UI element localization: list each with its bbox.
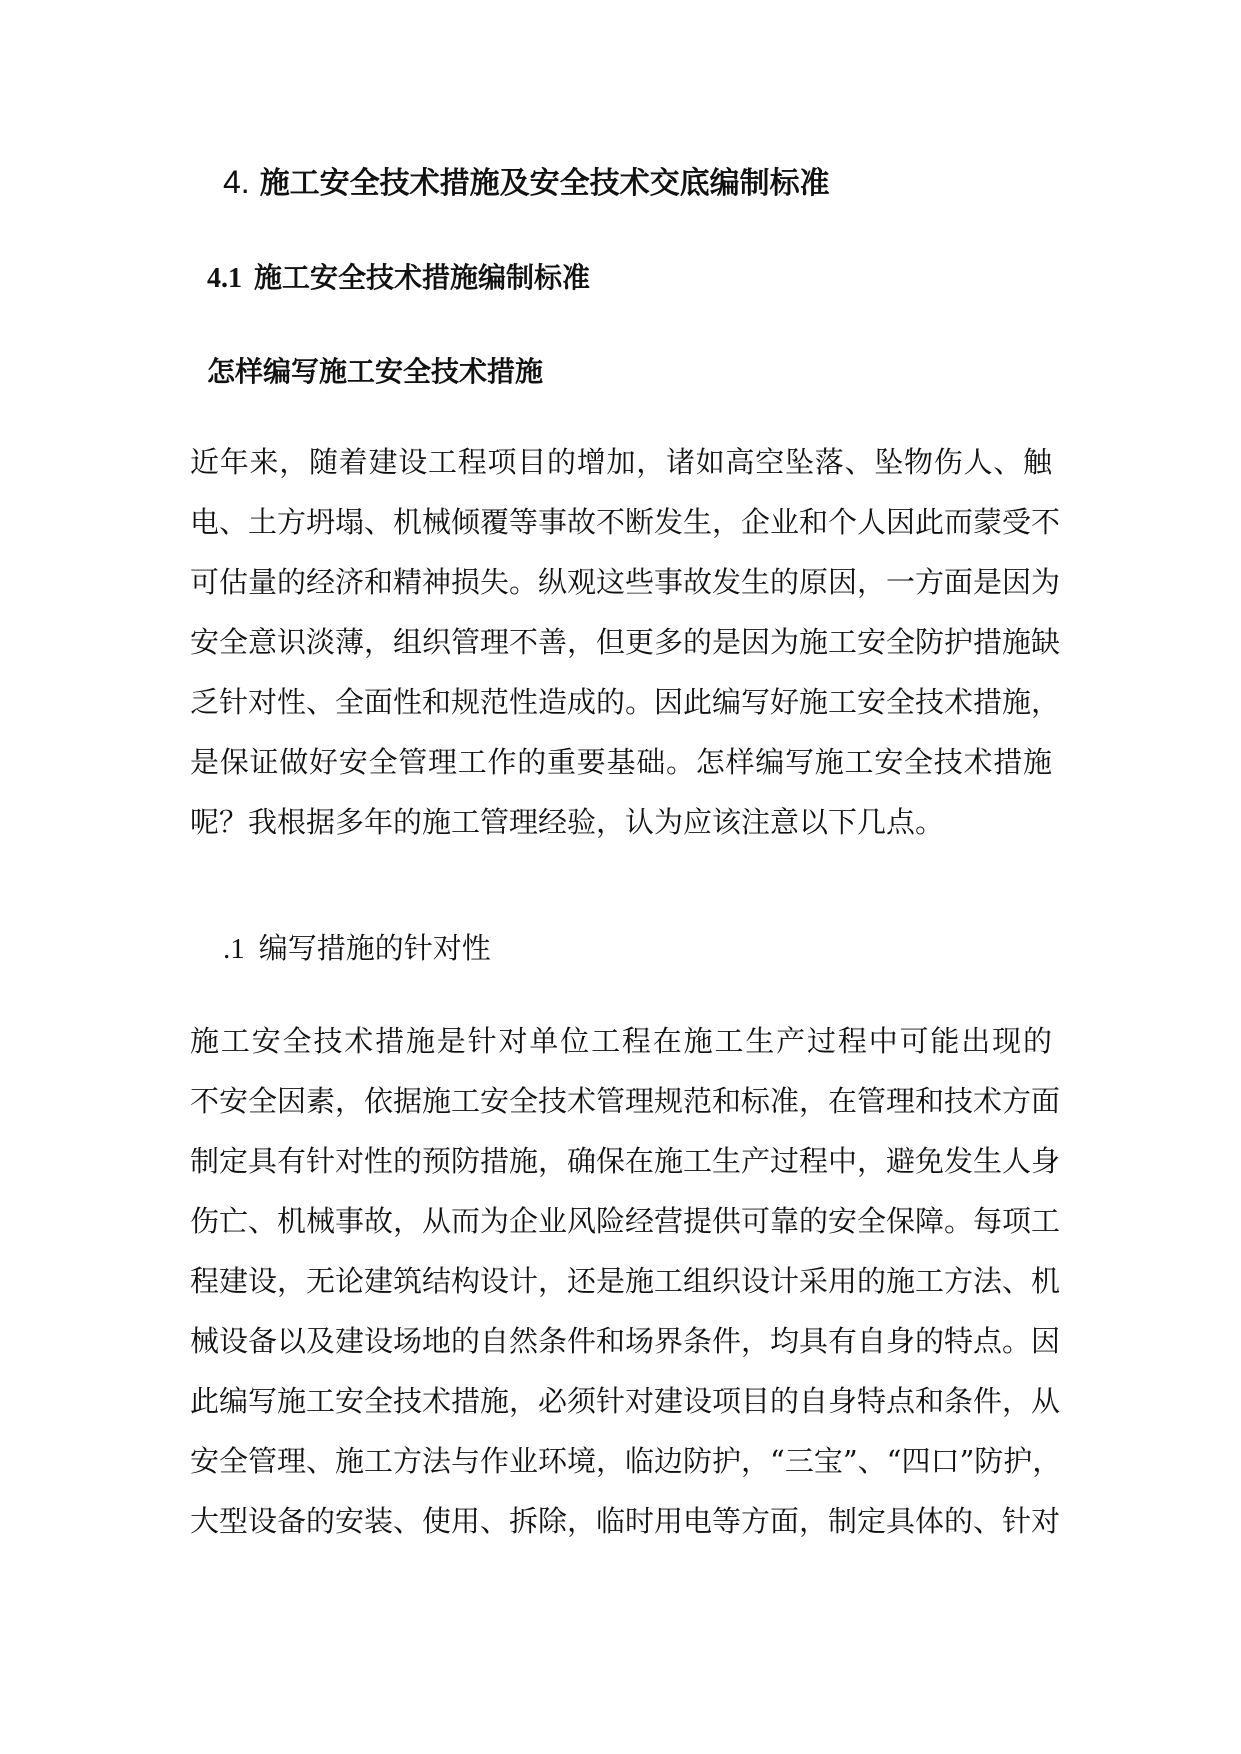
heading-2-number: 4.1 [207, 263, 242, 294]
paragraph-line: 大型设备的安装、使用、拆除，临时用电等方面，制定具体的、针对 [190, 1504, 1061, 1538]
paragraph-line: 是保证做好安全管理工作的重要基础。怎样编写施工安全技术措施 [190, 745, 1052, 779]
heading-3 [207, 352, 543, 392]
paragraph-line: 近年来，随着建设工程项目的增加，诸如高空坠落、坠物伤人、触 [190, 445, 1052, 479]
paragraph-2 [190, 1011, 1062, 1551]
paragraph-line: 施工安全技术措施是针对单位工程在施工生产过程中可能出现的 [190, 1024, 1052, 1058]
paragraph-line: 制定具有针对性的预防措施，确保在施工生产过程中，避免发生人身 [190, 1144, 1061, 1178]
heading-2 [207, 258, 590, 299]
heading-2-text: 施工安全技术措施编制标准 [254, 261, 591, 294]
subheading [223, 928, 491, 969]
subheading-number: .1 [223, 933, 245, 965]
paragraph-line: 电、土方坍塌、机械倾覆等事故不断发生，企业和个人因此而蒙受不 [190, 505, 1061, 539]
paragraph-line: 安全管理、施工方法与作业环境，临边防护，“三宝”、“四口”防护， [190, 1444, 1062, 1478]
heading-3-text: 怎样编写施工安全技术措施 [207, 355, 544, 388]
paragraph-line: 程建设，无论建筑结构设计，还是施工组织设计采用的施工方法、机 [190, 1264, 1061, 1298]
heading-1-text: 施工安全技术措施及安全技术交底编制标准 [259, 166, 830, 201]
subheading-text: 编写措施的针对性 [258, 931, 491, 965]
paragraph-line: 呢？我根据多年的施工管理经验，认为应该注意以下几点。 [190, 805, 945, 839]
paragraph-line: 械设备以及建设场地的自然条件和场界条件，均具有自身的特点。因 [190, 1324, 1061, 1358]
paragraph-line: 伤亡、机械事故，从而为企业风险经营提供可靠的安全保障。每项工 [190, 1204, 1061, 1238]
paragraph-line: 乏针对性、全面性和规范性造成的。因此编写好施工安全技术措施， [190, 685, 1061, 719]
heading-1-number: 4. [223, 164, 250, 200]
paragraph-line: 此编写施工安全技术措施，必须针对建设项目的自身特点和条件，从 [190, 1384, 1061, 1418]
paragraph-line: 安全意识淡薄，组织管理不善，但更多的是因为施工安全防护措施缺 [190, 625, 1061, 659]
paragraph-1 [190, 432, 1061, 852]
paragraph-line: 不安全因素，依据施工安全技术管理规范和标准，在管理和技术方面 [190, 1084, 1061, 1118]
paragraph-line: 可估量的经济和精神损失。纵观这些事故发生的原因，一方面是因为 [190, 565, 1061, 599]
heading-1 [223, 162, 830, 204]
